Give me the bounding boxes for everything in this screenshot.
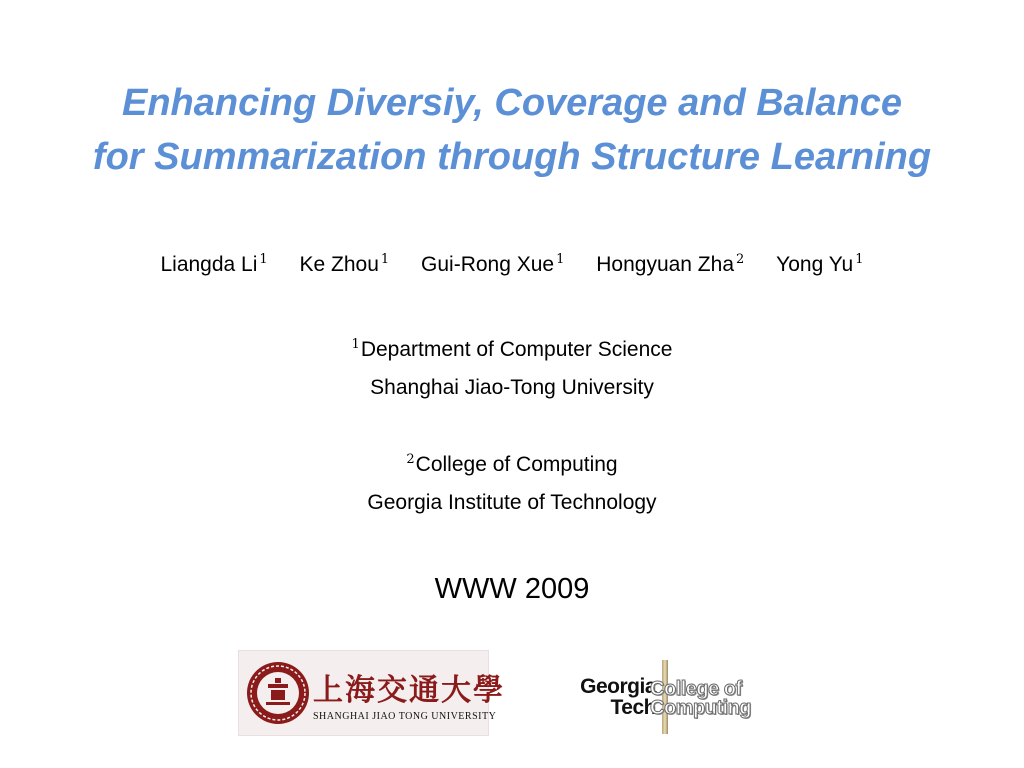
affiliation-2 [0, 441, 1024, 522]
georgia-tech-logo [530, 656, 780, 736]
affiliation-mark: 1 [351, 337, 360, 352]
author-affiliation-mark: 1 [556, 252, 565, 267]
author [300, 252, 390, 277]
sjtu-english-name: SHANGHAI JIAO TONG UNIVERSITY [313, 711, 497, 722]
author-name: Ke Zhou [299, 253, 379, 276]
slide-title-line-2: for Summarization through Structure Learning [92, 136, 932, 178]
author-name: Yong Yu [776, 253, 854, 276]
author [776, 252, 863, 277]
affiliation-institution: Georgia Institute of Technology [367, 491, 657, 514]
author-name: Hongyuan Zha [596, 253, 734, 276]
author-name: Gui-Rong Xue [421, 253, 555, 276]
gt-college-name: College of Computing [650, 678, 752, 719]
gt-wordmark: Georgia Tech [580, 675, 656, 719]
slide-title-line-1: Enhancing Diversiy, Coverage and Balance [122, 82, 902, 124]
slide-title [0, 76, 1024, 184]
author [421, 252, 564, 277]
author-affiliation-mark: 2 [736, 252, 745, 267]
author-affiliation-mark: 1 [259, 252, 268, 267]
sjtu-logo [238, 650, 505, 736]
venue-label: WWW 2009 [434, 573, 590, 605]
author-affiliation-mark: 1 [855, 252, 864, 267]
affiliation-1 [0, 326, 1024, 407]
affiliation-department: $^2$College of Computing [406, 452, 618, 476]
author-name: Liangda Li [160, 253, 258, 276]
affiliation-department: $^1$Department of Computer Science [351, 337, 673, 361]
sjtu-chinese-name: 上海交通大學 [313, 673, 505, 708]
author-list [0, 252, 1024, 277]
affiliation-institution: Shanghai Jiao-Tong University [370, 376, 654, 399]
author-affiliation-mark: 1 [380, 252, 390, 267]
sjtu-seal-icon [245, 660, 311, 726]
affiliation-mark: 2 [406, 452, 415, 467]
author [160, 252, 267, 277]
author [596, 252, 744, 277]
